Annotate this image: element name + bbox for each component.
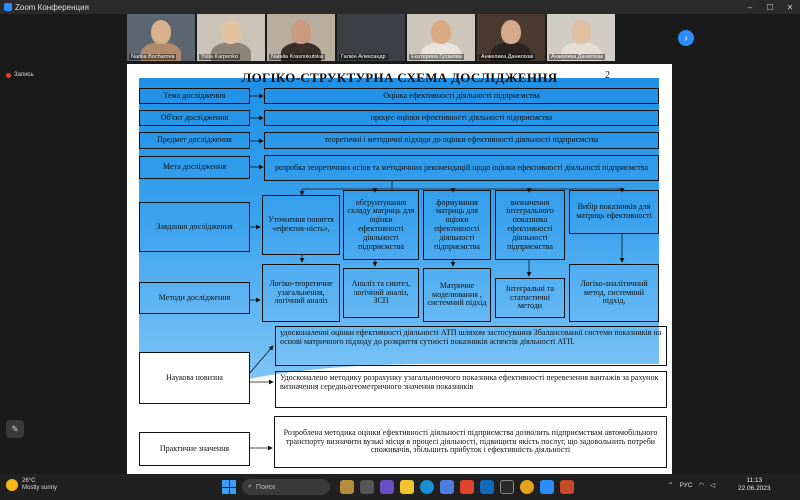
file-explorer-icon[interactable] [400, 480, 414, 494]
app-icon[interactable] [500, 480, 514, 494]
label-tasks: Завдання дослідження [139, 202, 250, 252]
task-5: Вибір показників для матриць ефективності [569, 190, 659, 234]
participant-name: Галкін Александр [341, 54, 386, 60]
label-object: Об'єкт дослідження [139, 110, 250, 126]
participant-name: Екатерина Гусакова [411, 54, 462, 60]
label-methods: Методи дослідження [139, 282, 250, 314]
office-icon[interactable] [460, 480, 474, 494]
recording-indicator[interactable] [6, 72, 34, 78]
annotate-pencil-button[interactable]: ✎ [6, 420, 24, 438]
record-dot-icon [6, 73, 11, 78]
participant-face [431, 20, 451, 44]
maximize-button[interactable]: ☐ [766, 2, 774, 12]
start-button[interactable] [222, 480, 236, 494]
method-1: Логіко-теоретичне узагальнення, логічний аналіз [262, 264, 340, 322]
language-indicator[interactable]: РУС [679, 481, 693, 489]
participant-strip [127, 14, 671, 61]
window-title: Zoom Конференция [15, 2, 89, 12]
weather-temperature: 26°C [22, 478, 36, 484]
participant-face [501, 20, 521, 44]
participant-tile[interactable] [197, 14, 265, 61]
participant-tile[interactable] [337, 14, 405, 61]
practical-value: Розроблена методика оцінки ефективності діяльності підприємства дозволить підприємствам автомобільного транспорту визначити вузькі місця в процесі діяльності, підвищити якість послуг, що задовольнить потреби споживачів, збільшить прибуток і ефективність діяльності [274, 416, 667, 468]
method-5: Логіко-аналітичний метод, системний підхід, [569, 264, 659, 322]
taskbar-search[interactable] [242, 479, 330, 495]
participant-name: Yulia Karpenko [201, 54, 238, 60]
novelty-2: Удосконалено методику розрахунку узагальнюючого показника ефективності перевезення вантажів за рахунок визначення середньогеометричного значення показників [275, 371, 667, 408]
participant-name: Nadiia Bocharova [131, 54, 175, 60]
minimize-button[interactable]: – [747, 2, 753, 12]
sun-icon [6, 479, 18, 491]
volume-icon[interactable]: ◁ [710, 482, 716, 489]
store-icon[interactable] [440, 480, 454, 494]
participant-tile[interactable] [267, 14, 335, 61]
value-subject: теоретичні і методичні підходи до оцінки ефективності діяльності підприємства [264, 132, 659, 149]
task-4: визначення інтегрального показника ефективності діяльності підприємства [495, 190, 565, 260]
participant-face [151, 20, 171, 44]
method-2: Аналіз та синтез, логічний аналіз, ЗСП [343, 268, 419, 318]
value-tema: Оцінка ефективності діяльності підприємства [264, 88, 659, 104]
powerpoint-icon[interactable] [560, 480, 574, 494]
next-participants-button[interactable]: › [678, 30, 694, 46]
teams-icon[interactable] [380, 480, 394, 494]
clock-date: 22.06.2023 [738, 485, 771, 493]
chrome-icon[interactable] [520, 480, 534, 494]
label-subject: Предмет дослідження [139, 132, 250, 149]
label-tema: Тема дослідження [139, 88, 250, 104]
task-2: обгрунтування складу матриць для оцінки ефективності діяльності підприємства [343, 190, 419, 260]
zoom-taskbar-icon[interactable] [540, 480, 554, 494]
method-3: Матричне моделювання , системний підхід [423, 268, 491, 322]
search-placeholder: Поиск [255, 483, 276, 491]
participant-tile[interactable] [547, 14, 615, 61]
slide-page-number: 2 [605, 70, 610, 81]
wifi-icon[interactable]: ◠ [698, 482, 705, 489]
weather-widget[interactable] [6, 478, 57, 492]
novelty-1: удосконаленні оцінки ефективності діяльності АТП шляхом застосування Збалансованої системи показників на основі матричного підходу до розкриття сутності показників аспектів діяльності АТП. [275, 326, 667, 366]
taskbar-clock[interactable] [738, 477, 771, 494]
label-novelty: Наукова новизна [139, 352, 250, 404]
participant-name: Анжелика Даниліхак [551, 54, 604, 60]
tray-chevron-icon[interactable]: ⌃ [668, 482, 674, 489]
shared-slide [127, 64, 672, 474]
zoom-logo-icon [4, 3, 12, 11]
participant-face [361, 20, 381, 44]
search-icon: ⌕ [248, 483, 252, 490]
value-object: процес оцінки ефективності діяльності підприємства [264, 110, 659, 126]
participant-tile[interactable] [127, 14, 195, 61]
close-button[interactable]: ✕ [786, 2, 794, 12]
participant-tile[interactable] [477, 14, 545, 61]
label-goal: Мета дослідження [139, 156, 250, 179]
weather-condition: Mostly sunny [22, 485, 58, 492]
participant-face [221, 20, 241, 44]
slide-title: ЛОГІКО-СТРУКТУРНА СХЕМА ДОСЛІДЖЕННЯ [241, 70, 558, 85]
participant-face [571, 20, 591, 44]
recording-label: Запись [14, 72, 34, 78]
widgets-icon[interactable] [340, 480, 354, 494]
title-bar [0, 0, 800, 14]
value-goal: розробка теоретичних осіов та методичних рекомендацій щодо оцінки ефективності діяльності підприємства [264, 155, 659, 181]
participant-name: Natalia Krasnokutska [271, 54, 323, 60]
participant-name: Анжелика Даниліхак [481, 54, 534, 60]
task-1: Уточнення поняття «ефектив-ність», [262, 195, 340, 255]
method-4: Інтегральні та статистичні методи [495, 278, 565, 318]
edge-icon[interactable] [420, 480, 434, 494]
task-3: формування матриць для оцінки ефективності діяльності підприємства [423, 190, 491, 260]
participant-face [291, 20, 311, 44]
clock-time: 11:13 [746, 477, 763, 484]
task-view-icon[interactable] [360, 480, 374, 494]
system-tray [668, 481, 715, 489]
participant-tile[interactable] [407, 14, 475, 61]
label-practical: Практичне значення [139, 432, 250, 466]
mail-icon[interactable] [480, 480, 494, 494]
